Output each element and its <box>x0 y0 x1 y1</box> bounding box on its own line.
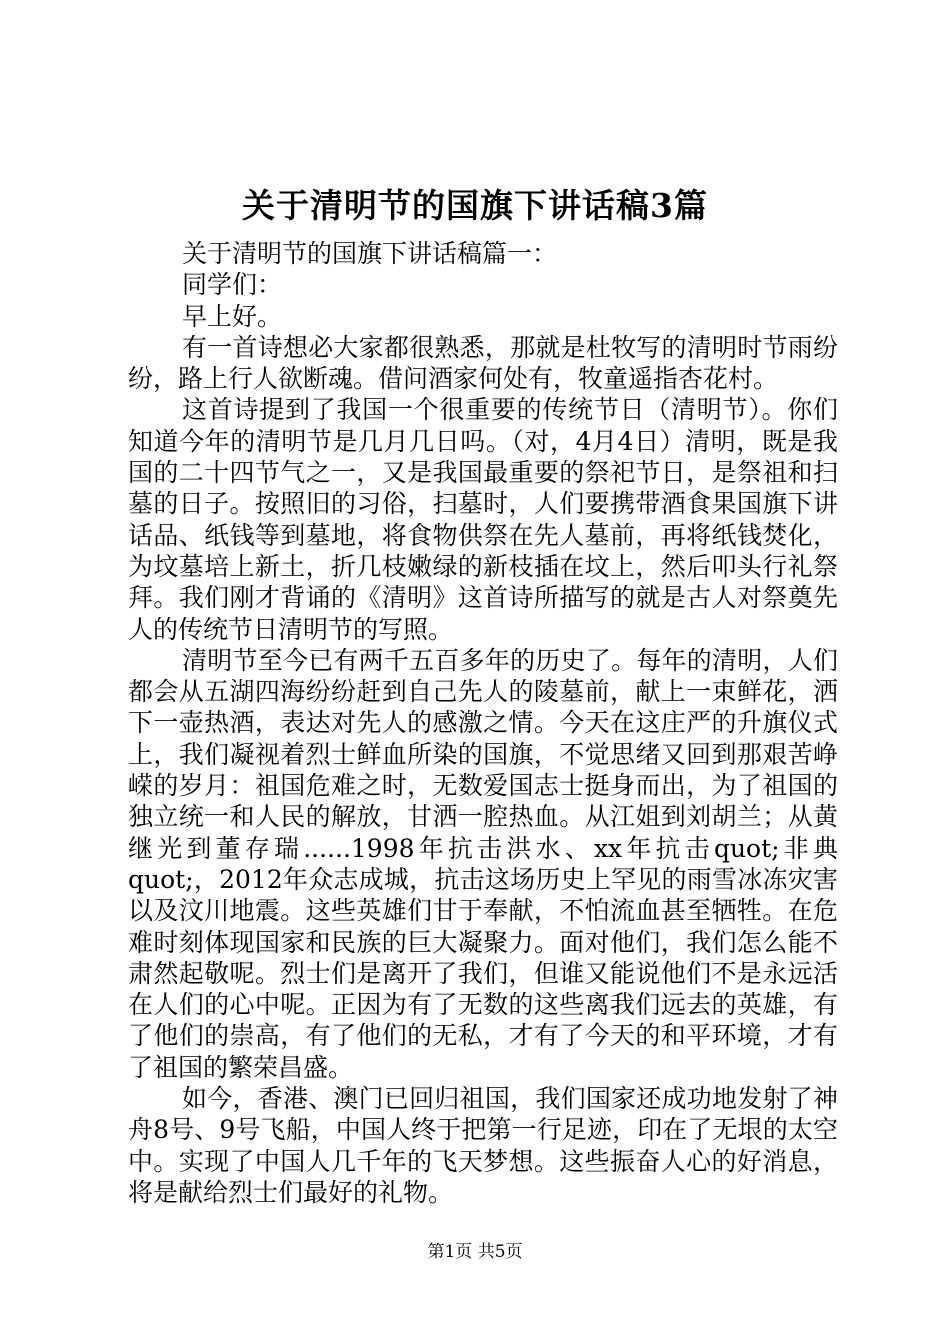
salutation: 同学们： <box>182 270 283 300</box>
document-body <box>128 238 838 1208</box>
page-footer: 第1页 共5页 <box>427 1242 523 1262</box>
section-heading: 关于清明节的国旗下讲话稿篇一： <box>182 239 558 268</box>
document-title: 关于清明节的国旗下讲话稿3篇 <box>242 186 708 225</box>
body-paragraph: 清明节至今已有两千五百多年的历史了。每年的清明，人们都会从五湖四海纷纷赶到自己先人的陵墓前，献上一束鲜花，洒下一壶热酒，表达对先人的感激之情。今天在这庄严的升旗仪式上，我们凝视着烈士鲜血所染的国旗，不觉思绪又回到那艰苦峥嵘的岁月：祖国危难之时，无数爱国志士挺身而出，为了祖国的独立统一和人民的解放，甘洒一腔热血。从江姐到刘胡兰；从黄继光到董存瑞......1998年抗击洪水、xx年抗击quot;非典quot;，2012年众志成城，抗击这场历史上罕见的雨雪冰冻灾害以及汶川地震。这些英雄们甘于奉献，不怕流血甚至牺牲。在危难时刻体现国家和民族的巨大凝聚力。面对他们，我们怎么能不肃然起敬呢。烈士们是离开了我们，但谁又能说他们不是永远活在人们的心中呢。正因为有了无数的这些离我们远去的英雄，有了他们的崇高，有了他们的无私，才有了今天的和平环境，才有了祖国的繁荣昌盛。 <box>128 645 838 1082</box>
body-paragraph: 如今，香港、澳门已回归祖国，我们国家还成功地发射了神舟8号、9号飞船，中国人终于把第一行足迹，印在了无垠的太空中。实现了中国人几千年的飞天梦想。这些振奋人心的好消息，将是献给烈士们最好的礼物。 <box>128 1084 838 1207</box>
body-paragraph: 有一首诗想必大家都很熟悉，那就是杜牧写的清明时节雨纷纷，路上行人欲断魂。借问酒家何处有，牧童遥指杏花村。 <box>128 332 838 394</box>
greeting: 早上好。 <box>182 301 283 331</box>
body-paragraph: 这首诗提到了我国一个很重要的传统节日（清明节）。你们知道今年的清明节是几月几日吗。（对，4月4日）清明，既是我国的二十四节气之一，又是我国最重要的祭祀节日，是祭祖和扫墓的日子。按照旧的习俗，扫墓时，人们要携带酒食果国旗下讲话品、纸钱等到墓地，将食物供祭在先人墓前，再将纸钱焚化，为坟墓培上新土，折几枝嫩绿的新枝插在坟上，然后叩头行礼祭拜。我们刚才背诵的《清明》这首诗所描写的就是古人对祭奠先人的传统节日清明节的写照。 <box>128 395 838 644</box>
